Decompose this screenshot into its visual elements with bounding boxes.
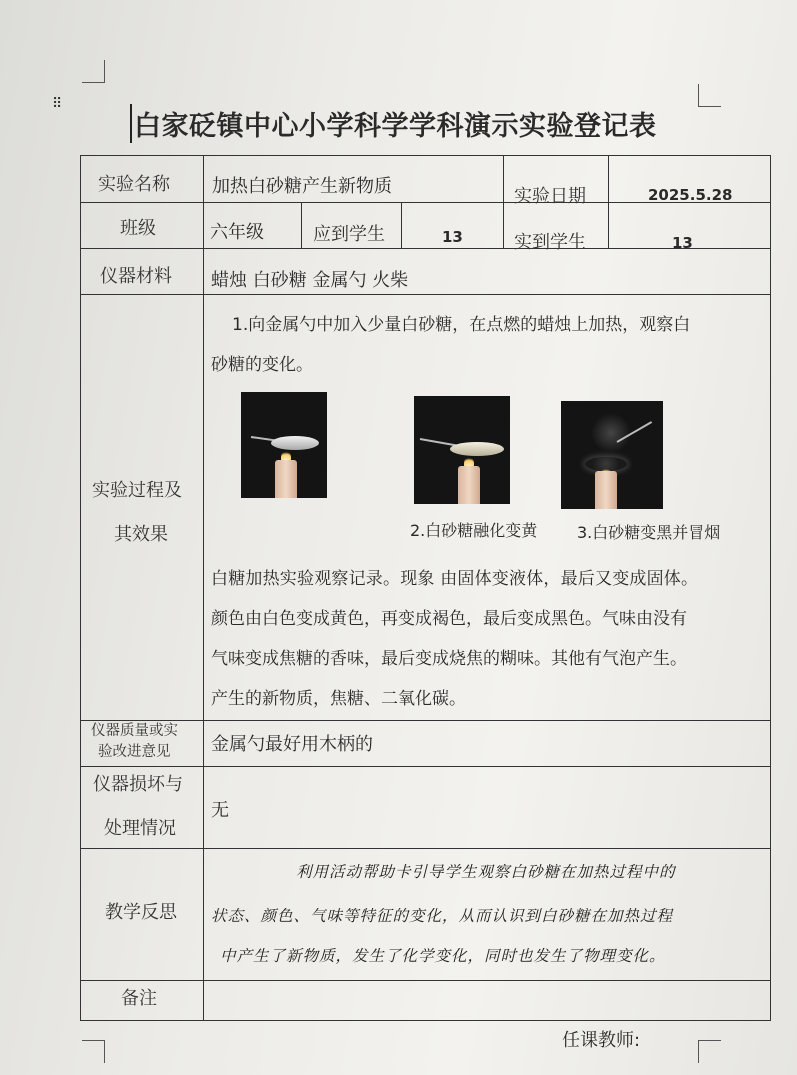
quality-label-line2: 验改进意见 [98,744,171,760]
table-move-handle-icon[interactable]: ⠿ [52,96,62,112]
reflection-line: 利用活动帮助卡引导学生观察白砂糖在加热过程中的 [296,863,676,881]
photo-sugar-melting [414,396,510,504]
observation-line: 气味变成焦糖的香味，最后变成烧焦的糊味。其他有气泡产生。 [211,649,687,669]
reflection-line: 中产生了新物质，发生了化学变化，同时也发生了物理变化。 [220,947,666,965]
actual-students-value: 13 [672,234,693,252]
experiment-date-label: 实验日期 [514,186,586,207]
photo-sugar-blackening [561,401,663,509]
quality-label-line1: 仪器质量或实 [91,723,178,739]
reflection-label: 教学反思 [105,902,177,923]
observation-line: 颜色由白色变成黄色，再变成褐色，最后变成黑色。气味由没有 [211,609,687,629]
photo-caption-blackening: 3.白砂糖变黑并冒烟 [577,523,721,542]
reflection-line: 状态、颜色、气味等特征的变化，从而认识到白砂糖在加热过程 [211,907,674,925]
step-text-line1: 1.向金属勺中加入少量白砂糖，在点燃的蜡烛上加热，观察白 [232,315,691,335]
page-corner-mark [82,60,105,83]
class-label: 班级 [120,218,156,239]
page-corner-mark [82,1040,105,1063]
expected-students-value: 13 [442,228,463,246]
quality-value: 金属勺最好用木柄的 [211,734,373,755]
damage-label-line1: 仪器损坏与 [93,774,183,795]
step-text-line2: 砂糖的变化。 [211,355,313,375]
observation-line: 白糖加热实验观察记录。现象 由固体变液体，最后又变成固体。 [211,569,699,589]
teacher-signature-label: 任课教师: [562,1030,641,1051]
page-corner-mark [698,1040,721,1063]
damage-value: 无 [211,800,229,821]
experiment-date-value: 2025.5.28 [648,186,733,204]
damage-label-line2: 处理情况 [104,818,176,839]
materials-label: 仪器材料 [100,266,172,287]
process-label-line1: 实验过程及 [92,480,182,501]
photo-sugar-heating [241,392,327,498]
class-value: 六年级 [210,222,264,243]
actual-students-label: 实到学生 [514,232,586,253]
expected-students-label: 应到学生 [313,224,385,245]
experiment-name-value: 加热白砂糖产生新物质 [212,176,392,197]
observation-line: 产生的新物质，焦糖、二氧化碳。 [211,689,466,709]
remarks-label: 备注 [121,988,157,1009]
page-corner-mark [698,84,721,107]
materials-value: 蜡烛 白砂糖 金属勺 火柴 [211,270,409,291]
process-label-line2: 其效果 [114,524,168,545]
page-title: 白家砭镇中心小学科学学科演示实验登记表 [130,104,657,143]
experiment-name-label: 实验名称 [98,174,170,195]
photo-caption-melting: 2.白砂糖融化变黄 [410,521,538,540]
